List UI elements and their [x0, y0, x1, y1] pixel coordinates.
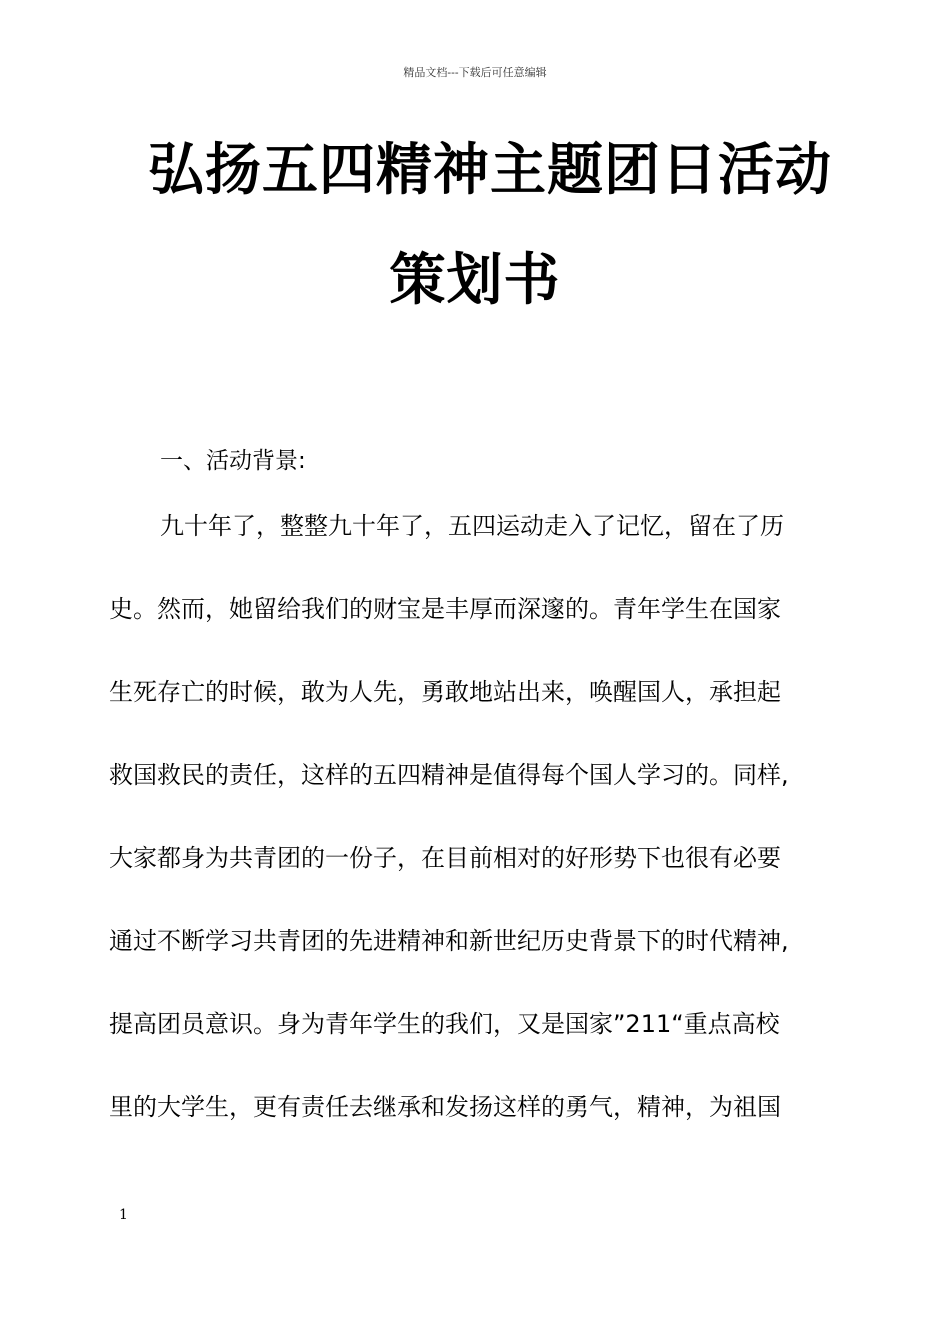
paragraph-line: 通过不断学习共青团的先进精神和新世纪历史背景下的时代精神, — [109, 927, 789, 955]
paragraph-line: 九十年了，整整九十年了，五四运动走入了记忆，留在了历 — [160, 512, 784, 540]
section-heading: 一、活动背景: — [160, 448, 306, 474]
document-title-line-2: 策划书 — [389, 248, 561, 313]
document-title-line-1: 弘扬五四精神主题团日活动 — [148, 138, 832, 203]
paragraph-line: 生死存亡的时候，敢为人先，勇敢地站出来，唤醒国人，承担起 — [109, 678, 781, 706]
paragraph-line: 里的大学生，更有责任去继承和发扬这样的勇气，精神，为祖国 — [109, 1093, 781, 1121]
paragraph-line: 史。然而，她留给我们的财宝是丰厚而深邃的。青年学生在国家 — [109, 595, 781, 623]
page-number: 1 — [119, 1207, 128, 1223]
paragraph-line: 救国救民的责任，这样的五四精神是值得每个国人学习的。同样, — [109, 761, 789, 789]
page-header: 精品文档---下载后可任意编辑 — [403, 66, 547, 79]
paragraph-line: 提高团员意识。身为青年学生的我们，又是国家”211“重点高校 — [109, 1010, 780, 1038]
paragraph-line: 大家都身为共青团的一份子，在目前相对的好形势下也很有必要 — [109, 844, 781, 872]
